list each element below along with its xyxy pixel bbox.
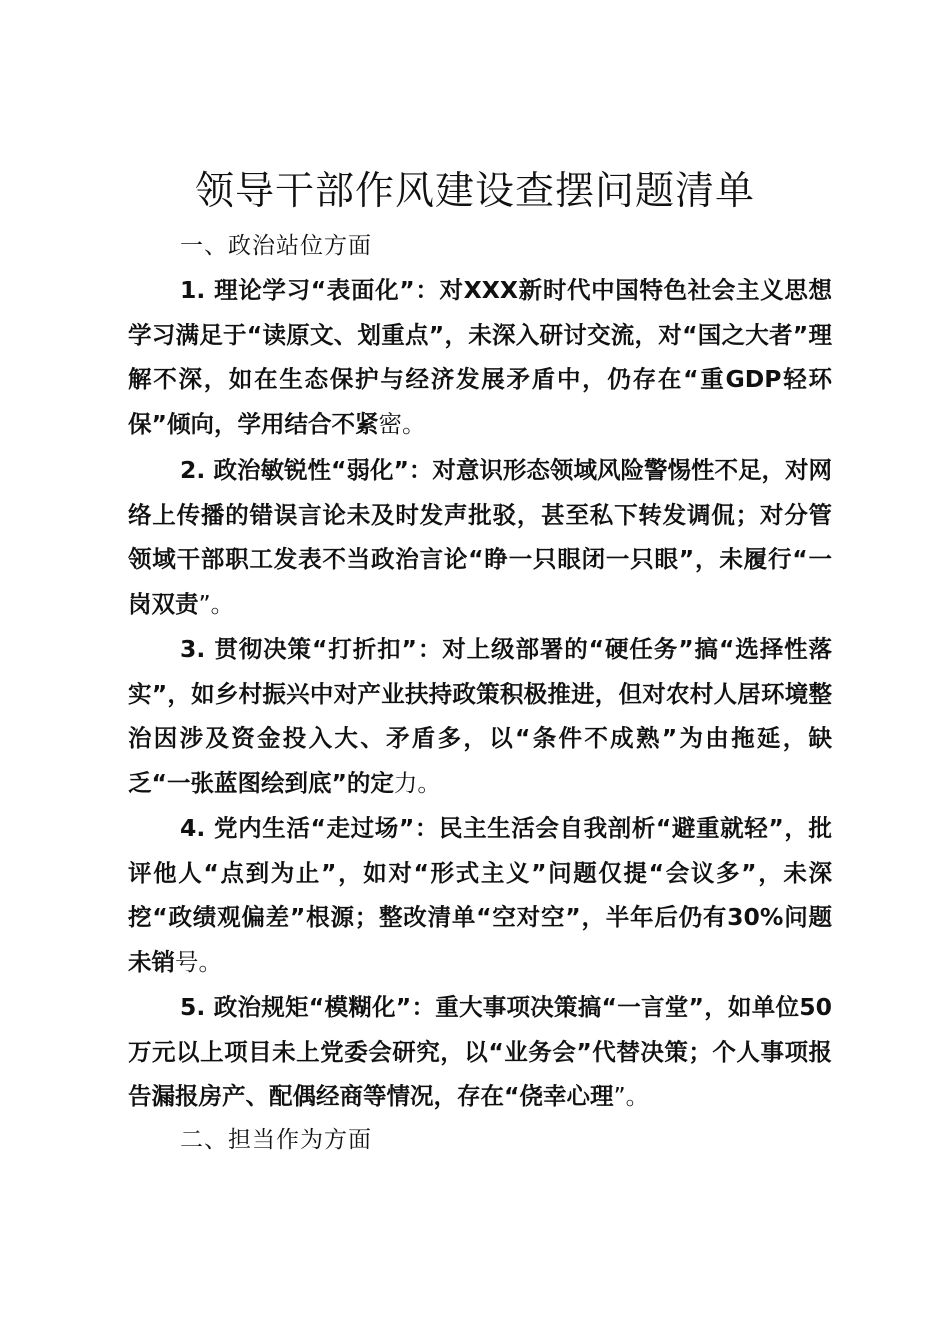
- item-tail: 力。: [393, 768, 441, 797]
- document-title: 领导干部作风建设查摆问题清单: [194, 169, 755, 214]
- item-tail: ”。: [198, 589, 235, 618]
- item-paragraph-2: [128, 448, 832, 626]
- item-text: 1. 理论学习“表面化”：对XXX新时代中国特色社会主义思想学习满足于“读原文、划重点”，未深入研讨交流，对“国之大者”理解不深，如在生态保护与经济发展矛盾中，仍存在“重GDP轻环保”倾向，学用结合不紧: [128, 276, 832, 438]
- item-paragraph-3: [128, 627, 832, 805]
- item-text: 4. 党内生活“走过场”：民主生活会自我剖析“避重就轻”，批评他人“点到为止”，如对“形式主义”问题仅提“会议多”，未深挖“政绩观偏差”根源；整改清单“空对空”，半年后仍有30%问题未销: [128, 814, 832, 976]
- item-text: 5. 政治规矩“模糊化”：重大事项决策搞“一言堂”，如单位50万元以上项目未上党委会研究，以“业务会”代替决策；个人事项报告漏报房产、配偶经商等情况，存在“侥幸心理: [128, 993, 832, 1111]
- item-tail: ”。: [613, 1082, 650, 1111]
- section-heading-responsibility: 二、担当作为方面: [180, 1127, 372, 1153]
- item-tail: 密。: [378, 409, 426, 438]
- item-paragraph-4: [128, 806, 832, 984]
- item-tail: 号。: [175, 947, 222, 976]
- item-text: 3. 贯彻决策“打折扣”：对上级部署的“硬任务”搞“选择性落实”，如乡村振兴中对产业扶持政策积极推进，但对农村人居环境整治因涉及资金投入大、矛盾多，以“条件不成熟”为由拖延，缺乏“一张蓝图绘到底”的定: [128, 635, 832, 797]
- item-paragraph-1: [128, 268, 832, 446]
- section-heading-political: 一、政治站位方面: [180, 233, 372, 259]
- item-text: 2. 政治敏锐性“弱化”：对意识形态领域风险警惕性不足，对网络上传播的错误言论未及时发声批驳，甚至私下转发调侃；对分管领域干部职工发表不当政治言论“睁一只眼闭一只眼”，未履行“一岗双责: [128, 456, 832, 618]
- item-paragraph-5: [128, 985, 832, 1119]
